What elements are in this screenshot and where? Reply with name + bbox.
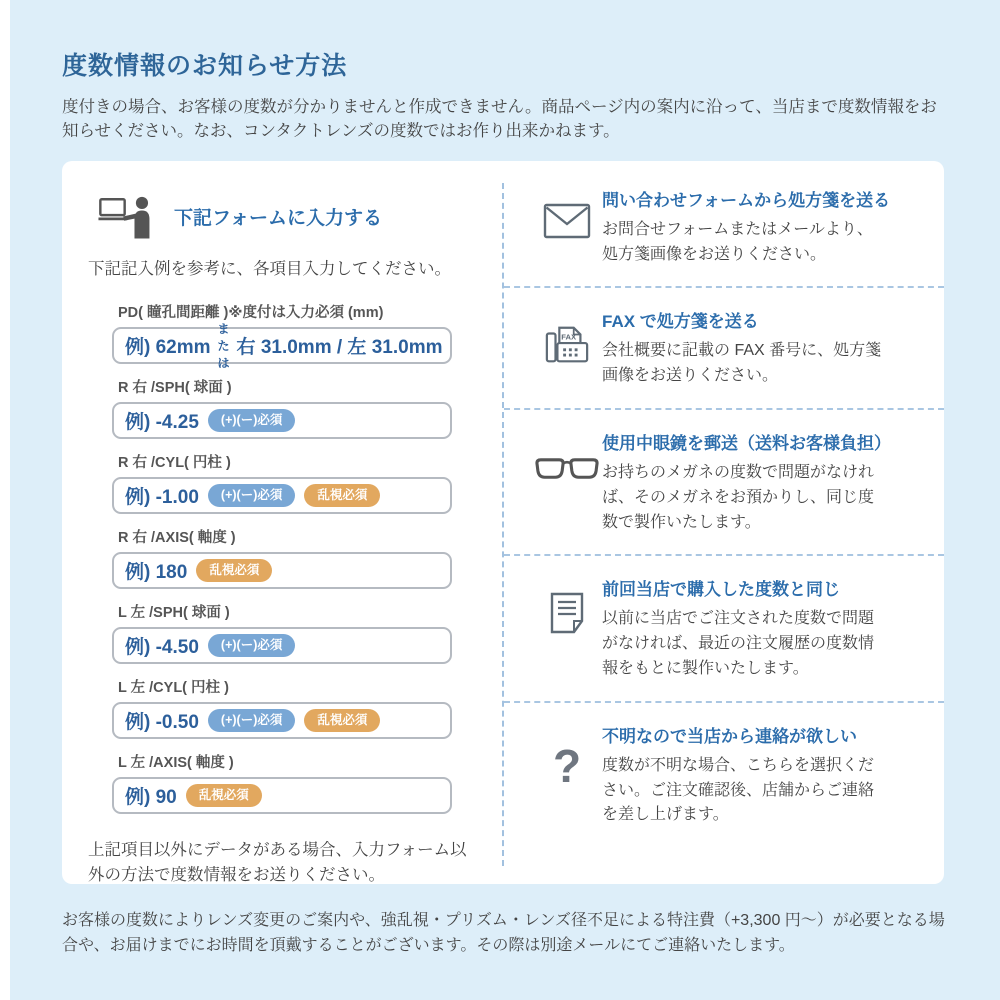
example-input-r-axis xyxy=(112,552,452,589)
required-sign-badge: (+)(ー)必須 xyxy=(208,709,295,731)
astigmatism-required-badge: 乱視必須 xyxy=(304,484,380,506)
form-instruction: 下記記入例を参考に、各項目入力してください。 xyxy=(88,259,451,278)
form-header xyxy=(98,195,484,239)
method-body: 度数が不明な場合、こちらを選択ください。ご注文確認後、店舗からご連絡を差し上げます。 xyxy=(602,756,875,824)
glasses-icon xyxy=(532,429,602,535)
astigmatism-required-badge: 乱視必須 xyxy=(304,709,380,731)
method-previous-order xyxy=(504,554,944,700)
fax-icon xyxy=(532,307,602,389)
method-text xyxy=(602,575,904,681)
example-value: 右 31.0mm / 左 31.0mm xyxy=(236,336,443,358)
method-body: お持ちのメガネの度数で問題がなければ、そのメガネをお預かりし、同じ度数で製作いたします。 xyxy=(602,464,875,531)
methods-section xyxy=(504,161,944,884)
astigmatism-required-badge: 乱視必須 xyxy=(196,559,272,581)
example-value: 例) 180 xyxy=(125,561,188,583)
example-input-r-cyl xyxy=(112,477,452,514)
person-at-computer-icon xyxy=(98,195,156,239)
question-mark-icon: ? xyxy=(552,739,582,792)
required-sign-badge: (+)(ー)必須 xyxy=(208,484,295,506)
footer-note: お客様の度数によりレンズ変更のご案内や、強乱視・プリズム・レンズ径不足による特注費（+3,300 円～）が必要となる場合や、お届けまでにお時間を頂戴することがございます。その際は別途メールにてご連絡いたします。 xyxy=(62,911,945,955)
field-r-axis xyxy=(112,526,452,589)
method-text xyxy=(602,307,904,389)
example-input-pd xyxy=(112,321,452,370)
form-heading: 下記フォームに入力する xyxy=(174,208,383,230)
example-value: 例) -4.50 xyxy=(125,636,199,658)
field-label: R 右 /CYL( 円柱 ) xyxy=(118,454,231,471)
form-section xyxy=(62,161,502,884)
example-connector: または xyxy=(217,321,230,370)
method-heading: 不明なので当店から連絡が欲しい xyxy=(602,726,857,746)
document-icon xyxy=(532,575,602,681)
field-label: L 左 /CYL( 円柱 ) xyxy=(118,679,229,696)
example-value: 例) -1.00 xyxy=(125,486,199,508)
astigmatism-required-badge: 乱視必須 xyxy=(186,784,262,806)
page-title: 度数情報のお知らせ方法 xyxy=(62,52,348,80)
method-text xyxy=(602,186,904,268)
field-label: R 右 /SPH( 球面 ) xyxy=(118,379,232,396)
required-sign-badge: (+)(ー)必須 xyxy=(208,409,295,431)
method-heading: FAX で処方箋を送る xyxy=(602,312,759,332)
fax-icon-label: FAX xyxy=(561,332,577,342)
field-r-cyl xyxy=(112,451,452,514)
example-value: 例) -4.25 xyxy=(125,411,199,433)
content-panel xyxy=(62,161,944,884)
example-value: 例) 90 xyxy=(125,786,177,808)
method-heading: 使用中眼鏡を郵送（送料お客様負担） xyxy=(602,434,891,454)
example-input-l-cyl xyxy=(112,702,452,739)
field-l-cyl xyxy=(112,676,452,739)
example-value: 例) 62mm xyxy=(125,336,211,358)
example-input-l-sph xyxy=(112,627,452,664)
field-pd xyxy=(112,301,452,370)
method-unknown-contact xyxy=(504,701,944,847)
method-mail-glasses xyxy=(504,408,944,554)
page-background xyxy=(10,0,1000,1000)
field-r-sph xyxy=(112,376,452,439)
method-heading: 前回当店で購入した度数と同じ xyxy=(602,580,840,600)
field-label: R 右 /AXIS( 軸度 ) xyxy=(118,529,236,546)
method-text xyxy=(602,429,904,535)
required-sign-badge: (+)(ー)必須 xyxy=(208,634,295,656)
intro-text: 度付きの場合、お客様の度数が分かりませんと作成できません。商品ページ内の案内に沿って、当店まで度数情報をお知らせください。なお、コンタクトレンズの度数ではお作り出来かねます。 xyxy=(62,98,937,140)
method-fax xyxy=(504,286,944,408)
method-body: 会社概要に記載の FAX 番号に、処方箋画像をお送りください。 xyxy=(602,342,882,385)
form-note: 上記項目以外にデータがある場合、入力フォーム以外の方法で度数情報をお送りください。 xyxy=(88,840,467,884)
method-heading: 問い合わせフォームから処方箋を送る xyxy=(602,190,891,210)
example-input-r-sph xyxy=(112,402,452,439)
method-body: お問合せフォームまたはメールより、処方箋画像をお送りください。 xyxy=(602,220,873,263)
example-value: 例) -0.50 xyxy=(125,711,199,733)
example-input-l-axis xyxy=(112,777,452,814)
field-l-sph xyxy=(112,601,452,664)
field-label: PD( 瞳孔間距離 )※度付は入力必須 (mm) xyxy=(118,304,384,321)
method-body: 以前に当店でご注文された度数で問題がなければ、最近の注文履歴の度数情報をもとに製作いたします。 xyxy=(602,610,875,678)
field-label: L 左 /SPH( 球面 ) xyxy=(118,604,230,621)
envelope-icon xyxy=(532,186,602,268)
field-label: L 左 /AXIS( 軸度 ) xyxy=(118,754,234,771)
field-l-axis xyxy=(112,751,452,814)
method-contact-form xyxy=(504,167,944,287)
method-text xyxy=(602,722,904,828)
form-fields xyxy=(112,301,452,814)
